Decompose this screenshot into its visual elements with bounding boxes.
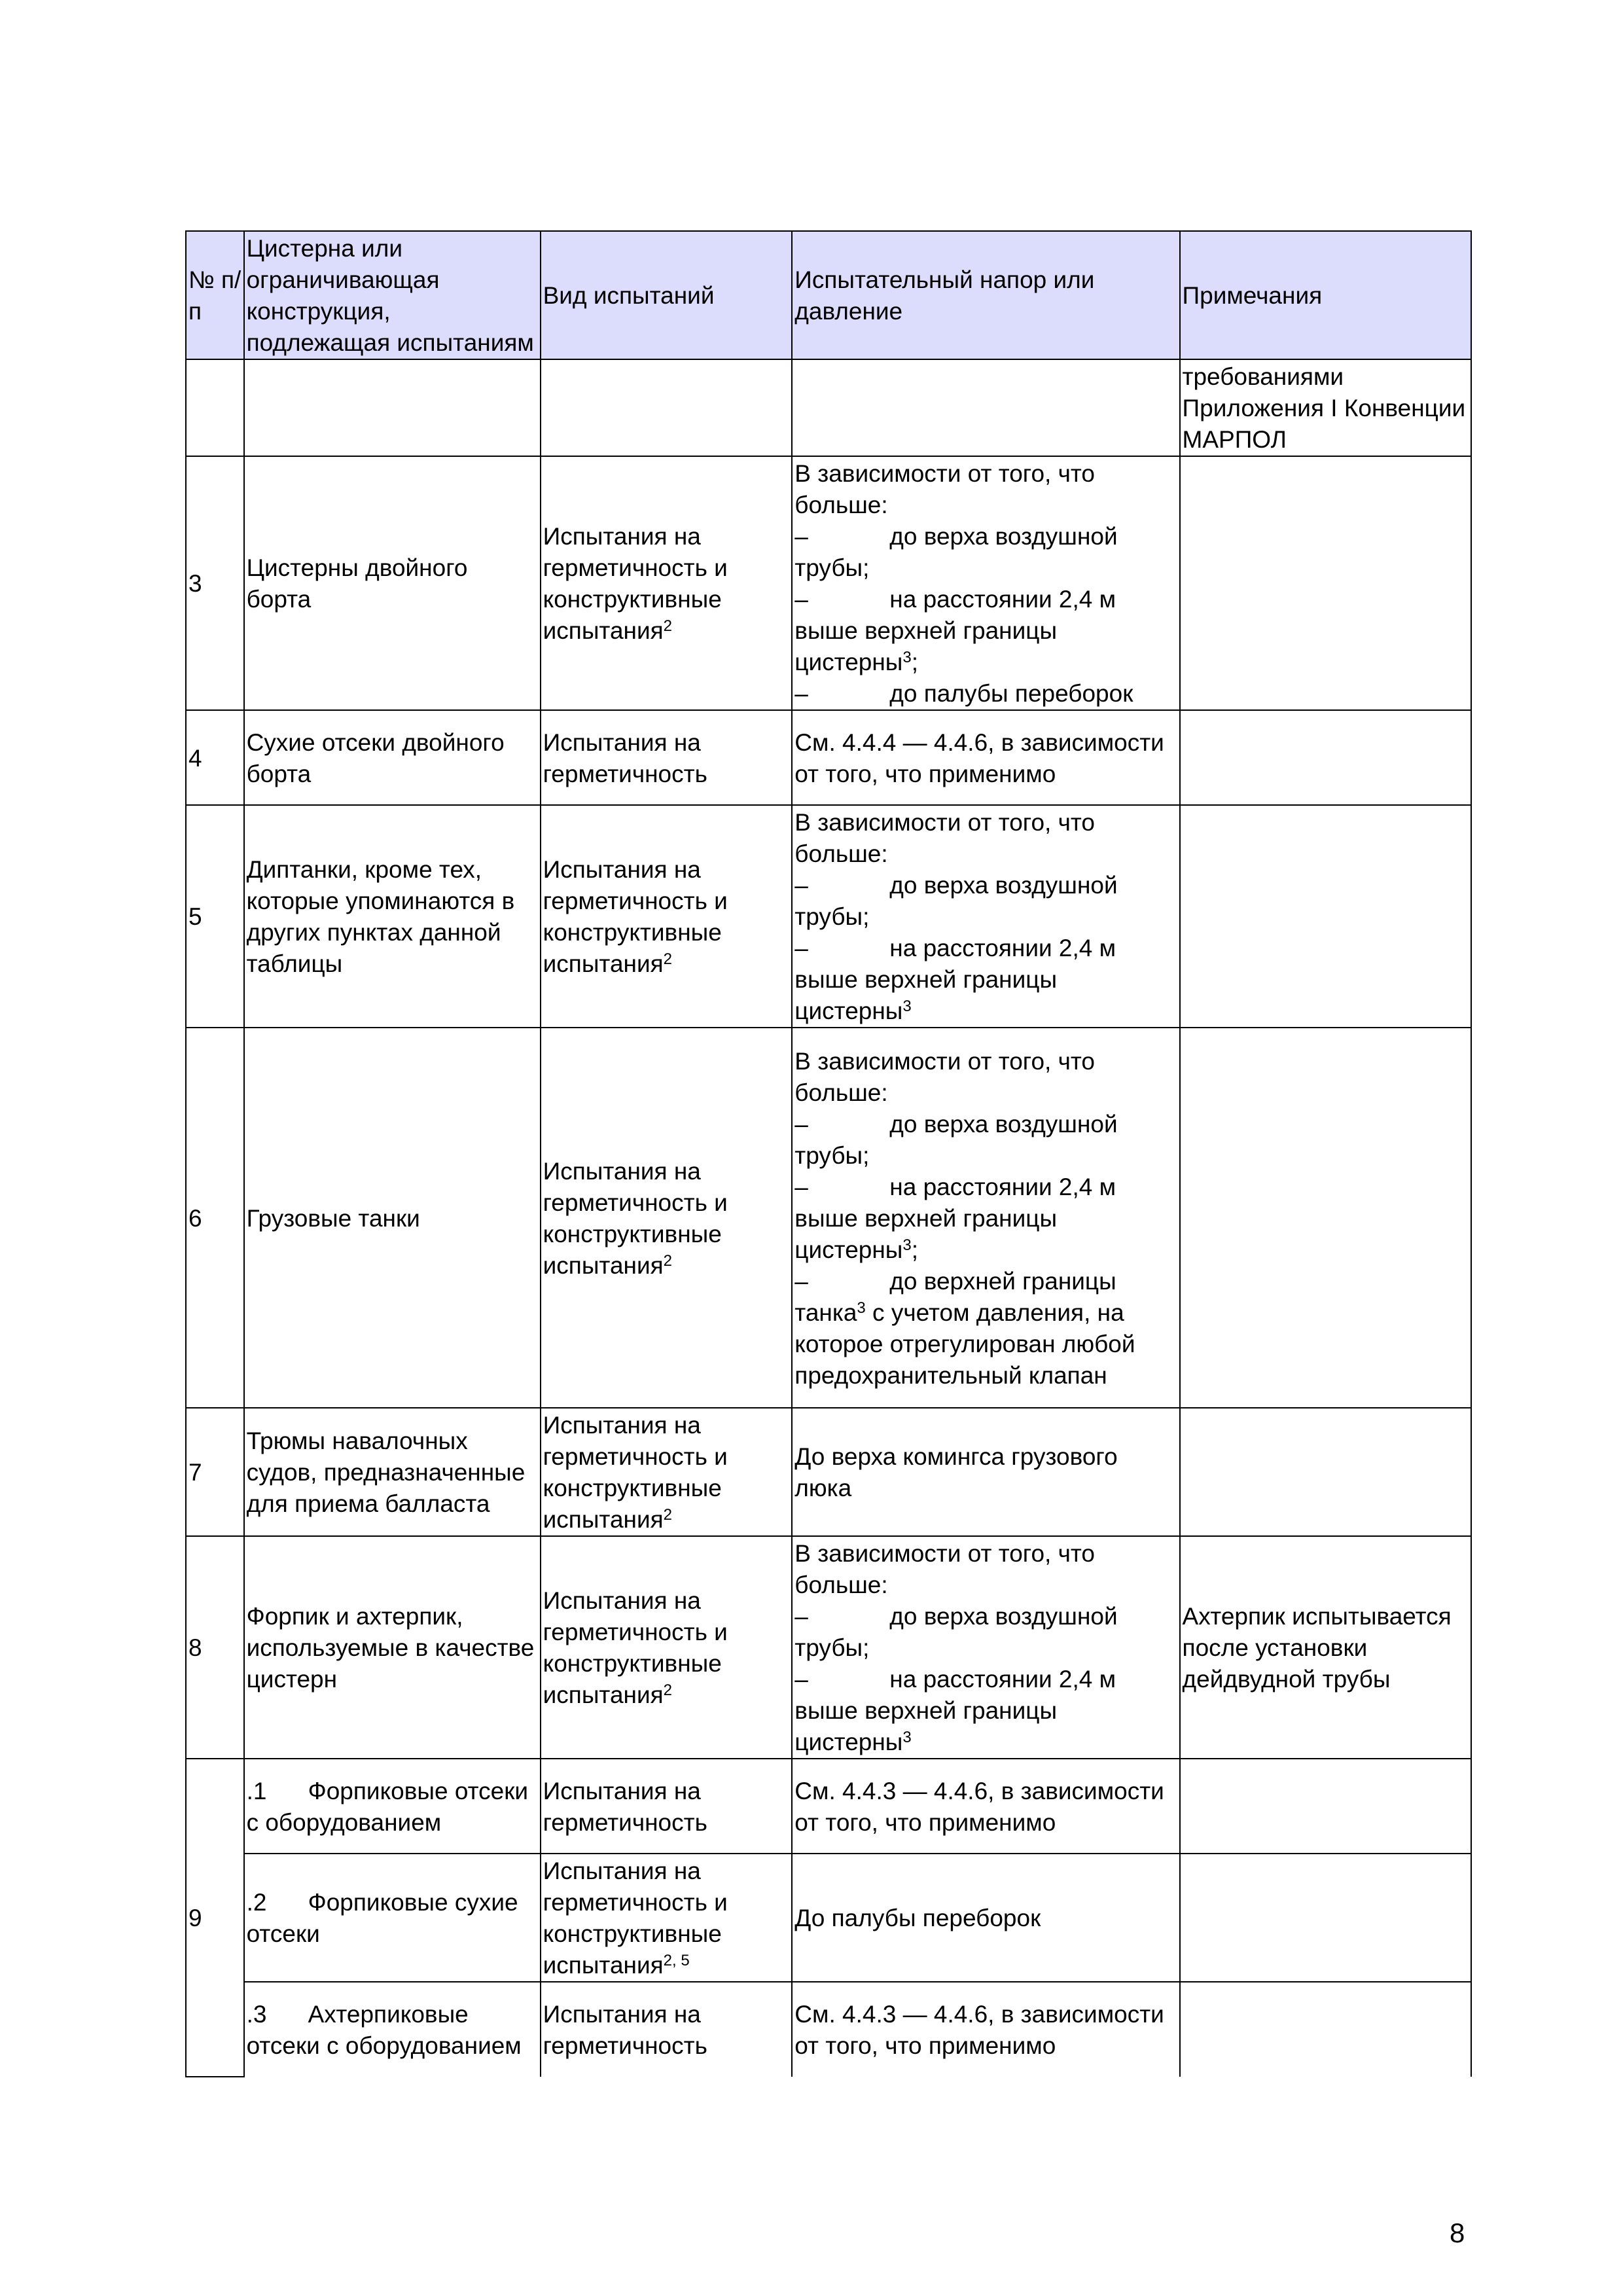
test-cell: Испытания на герметичность и конструктивные испытания$^2$ [541,805,793,1028]
notes-cell: требованиями Приложения I Конвенции МАРПОЛ [1180,359,1471,456]
table-row [186,805,1471,1028]
table-row [186,1408,1471,1536]
row-number: 6 [186,1028,244,1408]
header-num: № п/п [186,231,244,359]
tank-cell: .1 Форпиковые отсеки с оборудованием [244,1759,541,1854]
head-cell: В зависимости от того, что больше: – до верха воздушной трубы; – на расстоянии 2,4 м выше верхней границы цистерны$^3$; – до палубы переборок [792,456,1179,710]
head-cell: См. 4.4.3 — 4.4.6, в зависимости от того, что применимо [792,1982,1179,2077]
head-cell: См. 4.4.4 — 4.4.6, в зависимости от того, что применимо [792,710,1179,805]
row-number: 4 [186,710,244,805]
tank-cell: .3 Ахтерпиковые отсеки с оборудованием [244,1982,541,2077]
test-cell: Испытания на герметичность и конструктивные испытания$^2$ [541,1536,793,1759]
test-cell: Испытания на герметичность и конструктивные испытания$^2$ [541,456,793,710]
head-cell: В зависимости от того, что больше: – до верха воздушной трубы; – на расстоянии 2,4 м выше верхней границы цистерны$^3$; – до верхней границы танка$^3$ с учетом давления, на которое отрегулирован любой предохранительный клапан [792,1028,1179,1408]
head-cell: До палубы переборок [792,1854,1179,1982]
tank-cell: Сухие отсеки двойного борта [244,710,541,805]
test-cell: Испытания на герметичность и конструктивные испытания$^2$ [541,1028,793,1408]
tank-cell: Форпик и ахтерпик, используемые в качестве цистерн [244,1536,541,1759]
tank-cell: Грузовые танки [244,1028,541,1408]
tank-test-table [185,230,1472,2077]
test-table-container [185,230,1472,2077]
head-cell: В зависимости от того, что больше: – до верха воздушной трубы; – на расстоянии 2,4 м выше верхней границы цистерны$^3$ [792,1536,1179,1759]
test-cell: Испытания на герметичность и конструктивные испытания$^2$ [541,1408,793,1536]
test-cell: Испытания на герметичность [541,1759,793,1854]
notes-cell: Ахтерпик испытывается после установки дейдвудной трубы [1180,1536,1471,1759]
tank-cell: Цистерны двойного борта [244,456,541,710]
row-number: 9 [186,1759,244,2077]
header-test: Вид испытаний [541,231,793,359]
row-number: 7 [186,1408,244,1536]
table-row [186,1536,1471,1759]
header-row [186,231,1471,359]
row-number: 8 [186,1536,244,1759]
test-cell: Испытания на герметичность и конструктивные испытания$^{2, 5}$ [541,1854,793,1982]
header-tank: Цистерна или ограничивающая конструкция, подлежащая испытаниям [244,231,541,359]
table-row [186,1854,1471,1982]
tank-cell: Диптанки, кроме тех, которые упоминаются в других пунктах данной таблицы [244,805,541,1028]
table-row [186,710,1471,805]
table-row [186,1028,1471,1408]
table-row [186,456,1471,710]
test-cell: Испытания на герметичность [541,710,793,805]
tank-cell: Трюмы навалочных судов, предназначенные для приема балласта [244,1408,541,1536]
page-number: 8 [1450,2217,1465,2248]
header-head: Испытательный напор или давление [792,231,1179,359]
table-row [186,1982,1471,2077]
head-cell: См. 4.4.3 — 4.4.6, в зависимости от того, что применимо [792,1759,1179,1854]
table-row [186,1759,1471,1854]
head-cell: В зависимости от того, что больше: – до верха воздушной трубы; – на расстоянии 2,4 м выше верхней границы цистерны$^3$ [792,805,1179,1028]
test-cell: Испытания на герметичность [541,1982,793,2077]
tank-cell: .2 Форпиковые сухие отсеки [244,1854,541,1982]
row-number: 5 [186,805,244,1028]
row-number: 3 [186,456,244,710]
head-cell: До верха комингса грузового люка [792,1408,1179,1536]
table-row [186,359,1471,456]
header-notes: Примечания [1180,231,1471,359]
